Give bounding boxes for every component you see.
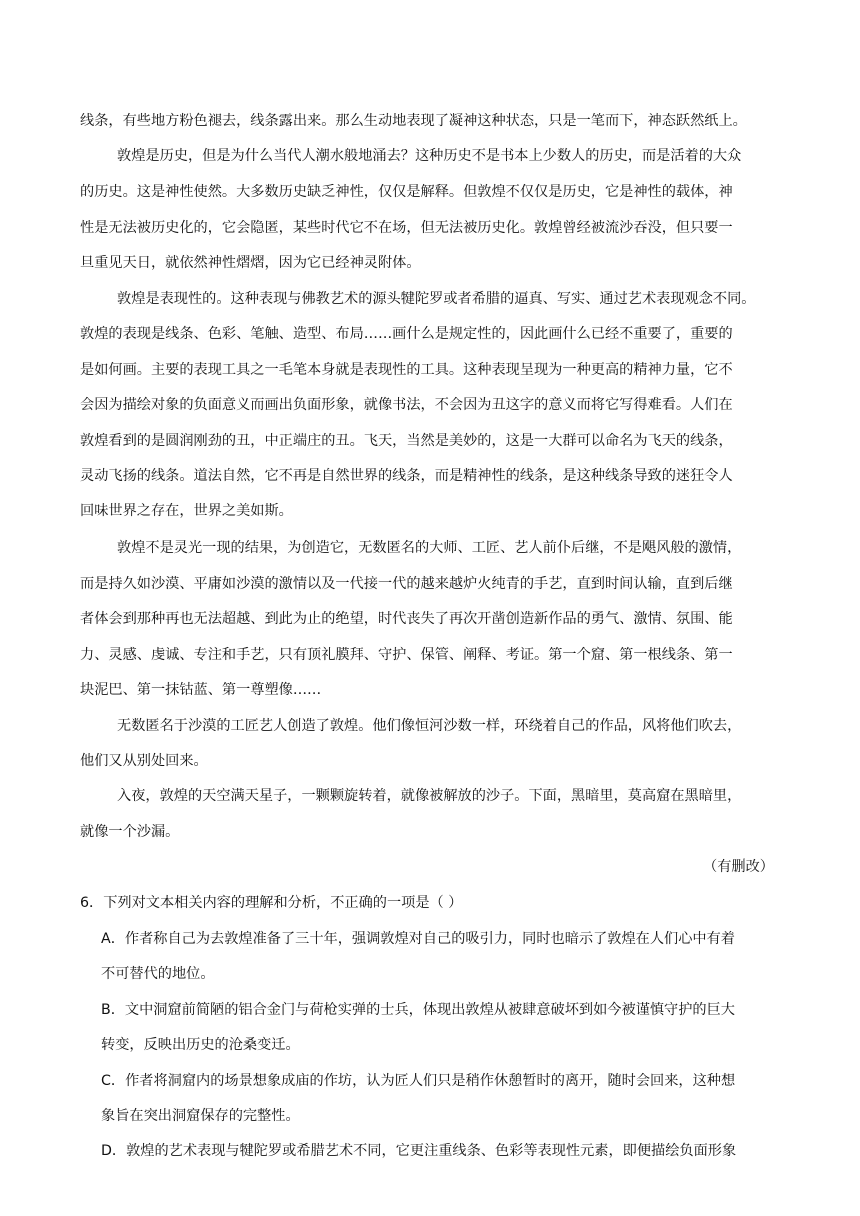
option-b: B．文中洞窟前简陋的铝合金门与荷枪实弹的士兵，体现出敦煌从被肆意破坏到如今被谨慎守护的巨大: [101, 1002, 735, 1018]
option-b-continued: 转变，反映出历史的沧桑变迁。: [101, 1037, 300, 1053]
passage-line: 的历史。这是神性使然。大多数历史缺乏神性，仅仅是解释。但敦煌不仅仅是历史，它是神性的载体，神: [80, 184, 733, 200]
passage-line: 就像一个沙漏。: [80, 824, 180, 840]
passage-line: 块泥巴、第一抹钴蓝、第一尊塑像……: [80, 682, 322, 698]
passage-line: 敦煌的表现是线条、色彩、笔触、造型、布局……画什么是规定性的，因此画什么已经不重要了，重要的: [80, 326, 733, 342]
passage-line: 旦重见天日，就依然神性熠熠，因为它已经神灵附体。: [80, 255, 421, 271]
passage-line: 敦煌是表现性的。这种表现与佛教艺术的源头犍陀罗或者希腊的逼真、写实、通过艺术表现观念不同。: [117, 291, 756, 307]
option-a-continued: 不可替代的地位。: [101, 966, 215, 982]
edit-note: （有删改）: [703, 859, 774, 875]
passage-line: 力、灵感、虔诚、专注和手艺，只有顶礼膜拜、守护、保管、阐释、考证。第一个窟、第一根线条、第一: [80, 647, 733, 663]
option-c-continued: 象旨在突出洞窟保存的完整性。: [101, 1108, 300, 1124]
option-a: A．作者称自己为去敦煌准备了三十年，强调敦煌对自己的吸引力，同时也暗示了敦煌在人们心中有着: [101, 931, 735, 947]
passage-line: 线条，有些地方粉色褪去，线条露出来。那么生动地表现了凝神这种状态，只是一笔而下，神态跃然纸上。: [80, 113, 747, 129]
passage-line: 回味世界之存在，世界之美如斯。: [80, 503, 293, 519]
passage-line: 者体会到那种再也无法超越、到此为止的绝望，时代丧失了再次开凿创造新作品的勇气、激情、氛围、能: [80, 611, 733, 627]
passage-line: 性是无法被历史化的，它会隐匿，某些时代它不在场，但无法被历史化。敦煌曾经被流沙吞没，但只要一: [80, 220, 733, 236]
passage-line: 灵动飞扬的线条。道法自然，它不再是自然世界的线条，而是精神性的线条，是这种线条导致的迷狂令人: [80, 468, 733, 484]
passage-line: 敦煌看到的是圆润刚劲的丑，中正端庄的丑。飞天，当然是美妙的，这是一大群可以命名为飞天的线条，: [80, 433, 733, 449]
question-stem: 6．下列对文本相关内容的理解和分析，不正确的一项是（ ）: [80, 895, 463, 911]
passage-line: 是如何画。主要的表现工具之一毛笔本身就是表现性的工具。这种表现呈现为一种更高的精神力量，它不: [80, 362, 733, 378]
passage-line: 入夜，敦煌的天空满天星子，一颗颗旋转着，就像被解放的沙子。下面，黑暗里，莫高窟在黑暗里，: [117, 788, 742, 804]
option-d: D．敦煌的艺术表现与犍陀罗或希腊艺术不同，它更注重线条、色彩等表现性元素，即便描绘负面形象: [101, 1143, 737, 1159]
passage-line: 他们又从别处回来。: [80, 753, 208, 769]
passage-line: 敦煌是历史，但是为什么当代人潮水般地涌去？这种历史不是书本上少数人的历史，而是活着的大众: [117, 148, 742, 164]
passage-line: 无数匿名于沙漠的工匠艺人创造了敦煌。他们像恒河沙数一样，环绕着自己的作品，风将他们吹去，: [117, 718, 742, 734]
passage-line: 会因为描绘对象的负面意义而画出负面形象，就像书法，不会因为丑这字的意义而将它写得难看。人们在: [80, 397, 733, 413]
option-c: C．作者将洞窟内的场景想象成庙的作坊，认为匠人们只是稍作休憩暂时的离开，随时会回来，这种想: [101, 1073, 736, 1089]
passage-line: 而是持久如沙漠、平庸如沙漠的激情以及一代接一代的越来越炉火纯青的手艺，直到时间认输，直到后继: [80, 576, 733, 592]
passage-line: 敦煌不是灵光一现的结果，为创造它，无数匿名的大师、工匠、艺人前仆后继，不是飓风般的激情，: [117, 540, 742, 556]
